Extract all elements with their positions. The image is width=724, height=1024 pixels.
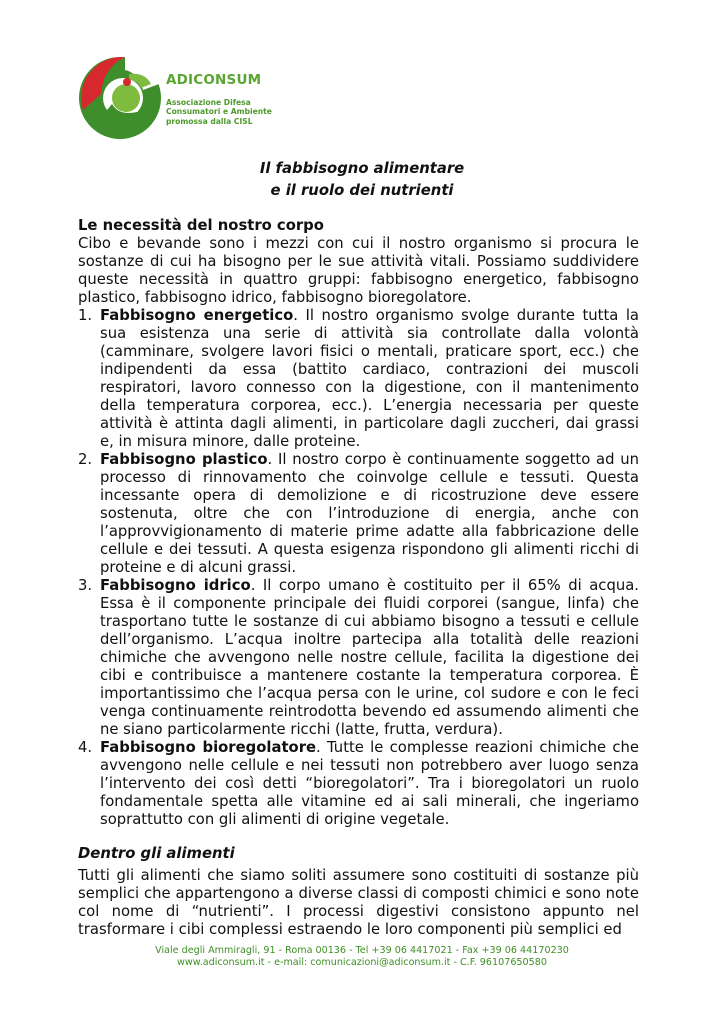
tagline-line: Consumatori e Ambiente <box>166 107 272 117</box>
list-text: . Il corpo umano è costituito per il 65% di acqua. Essa è il componente principale dei fluidi corporei (sangue, linfa) che trasportano tutte le sostanze di cui abbiamo bisogno a tessuti e cellule dell’organismo. L’acqua inoltre partecipa alla totalità delle reazioni chimiche che avvengono nelle nostre cellule, facilita la digestione dei cibi e contribuisce a mantenere costante la temperatura corporea. È importantissimo che l’acqua persa con le urine, col sudore e con le feci venga continuamente reintrodotta bevendo ed assumendo alimenti che ne siano particolarmente ricchi (latte, frutta, verdura). <box>100 577 639 738</box>
list-term: Fabbisogno energetico <box>100 307 294 324</box>
adiconsum-logo-icon <box>79 54 163 142</box>
spacer <box>78 829 639 845</box>
list-item <box>78 451 639 577</box>
list-text: . Tutte le complesse reazioni chimiche che avvengono nelle cellule e nei tessuti non potrebbero aver luogo senza l’intervento dei così detti “bioregolatori”. Tra i bioregolatori un ruolo fondamentale spetta alle vitamine ed ai sali minerali, che ingeriamo soprattutto con gli alimenti di origine vegetale. <box>100 739 639 828</box>
footer-contacts: www.adiconsum.it - e-mail: comunicazioni@adiconsum.it - C.F. 96107650580 <box>177 957 547 968</box>
needs-list <box>78 307 639 829</box>
list-item <box>78 307 639 451</box>
intro-paragraph: Cibo e bevande sono i mezzi con cui il nostro organismo si procura le sostanze di cui ha bisogno per le sue attività vitali. Possiamo suddividere queste necessità in quattro gruppi: fabbisogno energetico, fabbisogno plastico, fabbisogno idrico, fabbisogno bioregolatore. <box>78 235 639 306</box>
list-text: . Il nostro corpo è continuamente soggetto ad un processo di rinnovamento che coinvolge cellule e tessuti. Questa incessante opera di demolizione e di ricostruzione deve essere sostenuta, oltre che con l’introduzione di energia, anche con l’approvvigionamento di materie prime adatte alla fabbricazione delle cellule e dei tessuti. A questa esigenza rispondono gli alimenti ricchi di proteine e di alcuni grassi. <box>100 451 639 576</box>
body-paragraph: Tutti gli alimenti che siamo soliti assumere sono costituiti di sostanze più semplici che appartengono a diverse classi di composti chimici e sono note col nome di “nutrienti”. I processi digestivi consistono appunto nel trasformare i cibi complessi estraendo le loro componenti più semplici ed <box>78 867 639 938</box>
document-body <box>78 217 639 939</box>
list-term: Fabbisogno bioregolatore <box>100 739 317 756</box>
tagline-line: promossa dalla CISL <box>166 116 253 126</box>
list-number: 2. <box>78 451 93 468</box>
title-line-1: Il fabbisogno alimentare <box>259 160 465 177</box>
org-tagline <box>166 98 272 126</box>
footer-address: Viale degli Ammiragli, 91 - Roma 00136 - Tel +39 06 4417021 - Fax +39 06 44170230 <box>155 945 569 956</box>
section-heading: Dentro gli alimenti <box>78 845 235 862</box>
tagline-line: Associazione Difesa <box>166 98 251 107</box>
list-number: 4. <box>78 739 93 756</box>
list-item <box>78 739 639 829</box>
list-text: . Il nostro organismo svolge durante tutta la sua esistenza una serie di attività sia controllate dalla volontà (camminare, svolgere lavori fisici o mentali, praticare sport, ecc.) che indipendenti da essa (battito cardiaco, contrazioni dei muscoli respiratori, lavoro connesso con la digestione, con il mantenimento della temperatura corporea, ecc.). L’energia necessaria per queste attività è attinta dagli alimenti, in particolare dagli zuccheri, dai grassi e, in misura minore, dalle proteine. <box>100 307 639 450</box>
page-footer <box>0 945 724 969</box>
list-number: 1. <box>78 307 93 324</box>
list-term: Fabbisogno idrico <box>100 577 251 594</box>
adiconsum-logo <box>79 54 272 142</box>
section-heading: Le necessità del nostro corpo <box>78 217 324 234</box>
document-title <box>0 158 724 202</box>
org-name: ADICONSUM <box>166 72 262 88</box>
list-number: 3. <box>78 577 93 594</box>
list-item <box>78 577 639 739</box>
title-line-2: e il ruolo dei nutrienti <box>270 182 454 199</box>
list-term: Fabbisogno plastico <box>100 451 268 468</box>
